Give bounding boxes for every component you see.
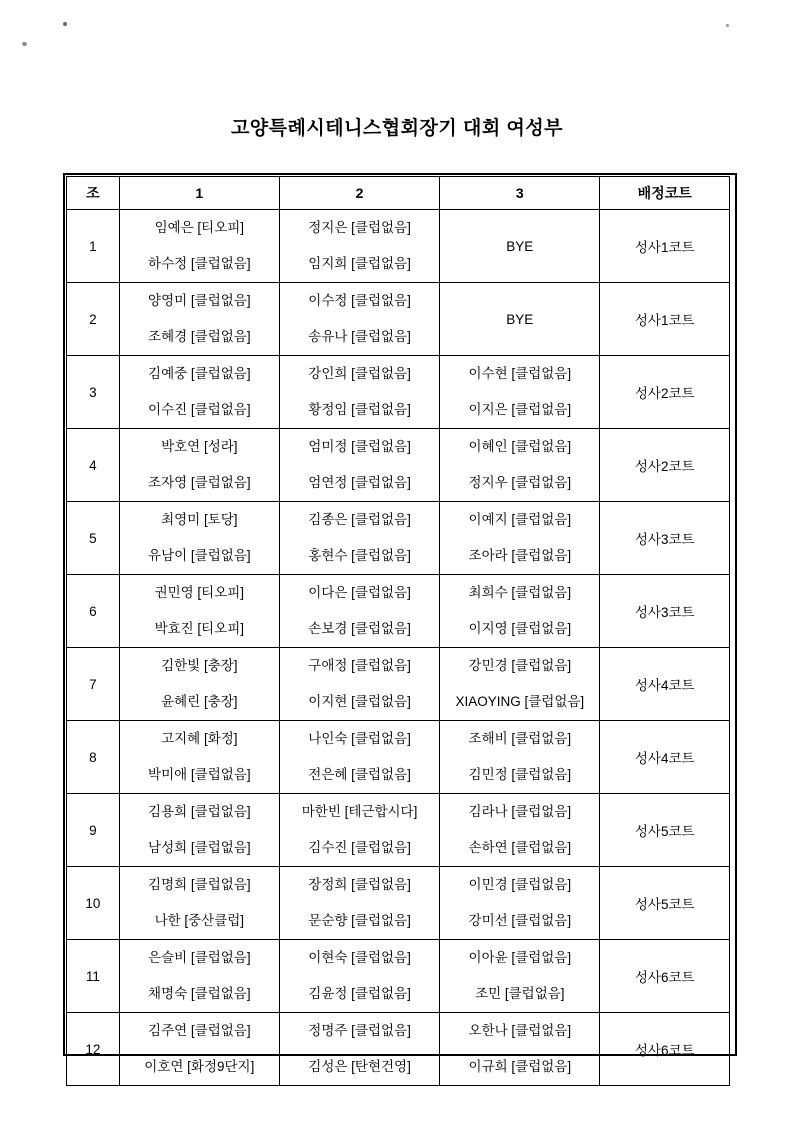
player-name: 윤혜린 [충장] <box>119 684 279 721</box>
group-number: 7 <box>67 648 120 721</box>
player-name: 박효진 [티오피] <box>119 611 279 648</box>
player-name: 임지희 [클럽없음] <box>279 246 439 283</box>
player-name: 이수진 [클럽없음] <box>119 392 279 429</box>
player-name: 양영미 [클럽없음] <box>119 283 279 320</box>
player-name: 전은혜 [클럽없음] <box>279 757 439 794</box>
bye-marker: BYE <box>440 283 600 356</box>
assigned-court: 성사6코트 <box>600 940 730 1013</box>
assigned-court: 성사2코트 <box>600 356 730 429</box>
player-name: 최영미 [토당] <box>119 502 279 539</box>
table-row <box>67 575 730 612</box>
player-name: 송유나 [클럽없음] <box>279 319 439 356</box>
assigned-court: 성사4코트 <box>600 721 730 794</box>
assigned-court: 성사4코트 <box>600 648 730 721</box>
table-row <box>67 1013 730 1050</box>
group-number: 8 <box>67 721 120 794</box>
player-name: 구애정 [클럽없음] <box>279 648 439 685</box>
group-number: 3 <box>67 356 120 429</box>
scan-speck-icon <box>63 22 67 26</box>
scan-speck-icon <box>726 24 729 27</box>
player-name: 조아라 [클럽없음] <box>440 538 600 575</box>
bracket-table <box>66 176 730 1086</box>
player-name: 김종은 [클럽없음] <box>279 502 439 539</box>
player-name: 이현숙 [클럽없음] <box>279 940 439 977</box>
player-name: 강민경 [클럽없음] <box>440 648 600 685</box>
player-name: 이아윤 [클럽없음] <box>440 940 600 977</box>
player-name: 이다은 [클럽없음] <box>279 575 439 612</box>
player-name: 정명주 [클럽없음] <box>279 1013 439 1050</box>
player-name: 이호연 [화정9단지] <box>119 1049 279 1086</box>
player-name: 고지혜 [화정] <box>119 721 279 758</box>
player-name: 김예중 [클럽없음] <box>119 356 279 393</box>
player-name: 권민영 [티오피] <box>119 575 279 612</box>
table-row <box>67 721 730 758</box>
assigned-court: 성사5코트 <box>600 794 730 867</box>
table-row <box>67 940 730 977</box>
player-name: 조민 [클럽없음] <box>440 976 600 1013</box>
player-name: 김라나 [클럽없음] <box>440 794 600 831</box>
assigned-court: 성사3코트 <box>600 575 730 648</box>
player-name: 김용희 [클럽없음] <box>119 794 279 831</box>
player-name: 마한빈 [테근합시다] <box>279 794 439 831</box>
player-name: 이지영 [클럽없음] <box>440 611 600 648</box>
player-name: 김성은 [탄현건영] <box>279 1049 439 1086</box>
group-number: 5 <box>67 502 120 575</box>
player-name: 이민경 [클럽없음] <box>440 867 600 904</box>
group-number: 10 <box>67 867 120 940</box>
player-name: 은슬비 [클럽없음] <box>119 940 279 977</box>
player-name: 정지은 [클럽없음] <box>279 210 439 247</box>
player-name: 조해비 [클럽없음] <box>440 721 600 758</box>
group-number: 12 <box>67 1013 120 1086</box>
player-name: 임예은 [티오피] <box>119 210 279 247</box>
player-name: 엄미정 [클럽없음] <box>279 429 439 466</box>
player-name: XIAOYING [클럽없음] <box>440 684 600 721</box>
page-title: 고양특례시테니스협회장기 대회 여성부 <box>230 118 564 139</box>
player-name: 박호연 [성라] <box>119 429 279 466</box>
player-name: 나인숙 [클럽없음] <box>279 721 439 758</box>
player-name: 홍현수 [클럽없음] <box>279 538 439 575</box>
assigned-court: 성사1코트 <box>600 210 730 283</box>
player-name: 장정희 [클럽없음] <box>279 867 439 904</box>
group-number: 1 <box>67 210 120 283</box>
player-name: 문순향 [클럽없음] <box>279 903 439 940</box>
player-name: 최희수 [클럽없음] <box>440 575 600 612</box>
player-name: 이수현 [클럽없음] <box>440 356 600 393</box>
player-name: 이예지 [클럽없음] <box>440 502 600 539</box>
player-name: 조혜경 [클럽없음] <box>119 319 279 356</box>
group-number: 11 <box>67 940 120 1013</box>
group-number: 4 <box>67 429 120 502</box>
assigned-court: 성사6코트 <box>600 1013 730 1086</box>
table-row <box>67 867 730 904</box>
assigned-court: 성사5코트 <box>600 867 730 940</box>
assigned-court: 성사1코트 <box>600 283 730 356</box>
player-name: 강인희 [클럽없음] <box>279 356 439 393</box>
assigned-court: 성사3코트 <box>600 502 730 575</box>
table-row <box>67 210 730 247</box>
group-number: 2 <box>67 283 120 356</box>
player-name: 조자영 [클럽없음] <box>119 465 279 502</box>
player-name: 손보경 [클럽없음] <box>279 611 439 648</box>
player-name: 이수정 [클럽없음] <box>279 283 439 320</box>
scan-speck-icon <box>21 41 27 47</box>
player-name: 박미애 [클럽없음] <box>119 757 279 794</box>
table-row <box>67 429 730 466</box>
column-header-group: 조 <box>67 177 120 210</box>
player-name: 하수정 [클럽없음] <box>119 246 279 283</box>
column-header-court: 배정코트 <box>600 177 730 210</box>
player-name: 오한나 [클럽없음] <box>440 1013 600 1050</box>
column-header-3: 3 <box>440 177 600 210</box>
assigned-court: 성사2코트 <box>600 429 730 502</box>
player-name: 김수진 [클럽없음] <box>279 830 439 867</box>
player-name: 나한 [중산클럽] <box>119 903 279 940</box>
player-name: 남성희 [클럽없음] <box>119 830 279 867</box>
player-name: 이혜인 [클럽없음] <box>440 429 600 466</box>
group-number: 6 <box>67 575 120 648</box>
player-name: 김윤정 [클럽없음] <box>279 976 439 1013</box>
table-row <box>67 794 730 831</box>
table-row <box>67 283 730 320</box>
player-name: 이규희 [클럽없음] <box>440 1049 600 1086</box>
table-header-row <box>67 177 730 210</box>
player-name: 손하연 [클럽없음] <box>440 830 600 867</box>
column-header-2: 2 <box>279 177 439 210</box>
player-name: 유남이 [클럽없음] <box>119 538 279 575</box>
player-name: 정지우 [클럽없음] <box>440 465 600 502</box>
table-row <box>67 356 730 393</box>
table-row <box>67 502 730 539</box>
player-name: 엄연정 [클럽없음] <box>279 465 439 502</box>
player-name: 이지은 [클럽없음] <box>440 392 600 429</box>
group-number: 9 <box>67 794 120 867</box>
player-name: 황정임 [클럽없음] <box>279 392 439 429</box>
player-name: 채명숙 [클럽없음] <box>119 976 279 1013</box>
player-name: 김민정 [클럽없음] <box>440 757 600 794</box>
player-name: 김명희 [클럽없음] <box>119 867 279 904</box>
player-name: 김주연 [클럽없음] <box>119 1013 279 1050</box>
table-row <box>67 648 730 685</box>
player-name: 김한빛 [충장] <box>119 648 279 685</box>
player-name: 강미선 [클럽없음] <box>440 903 600 940</box>
column-header-1: 1 <box>119 177 279 210</box>
player-name: 이지현 [클럽없음] <box>279 684 439 721</box>
bye-marker: BYE <box>440 210 600 283</box>
